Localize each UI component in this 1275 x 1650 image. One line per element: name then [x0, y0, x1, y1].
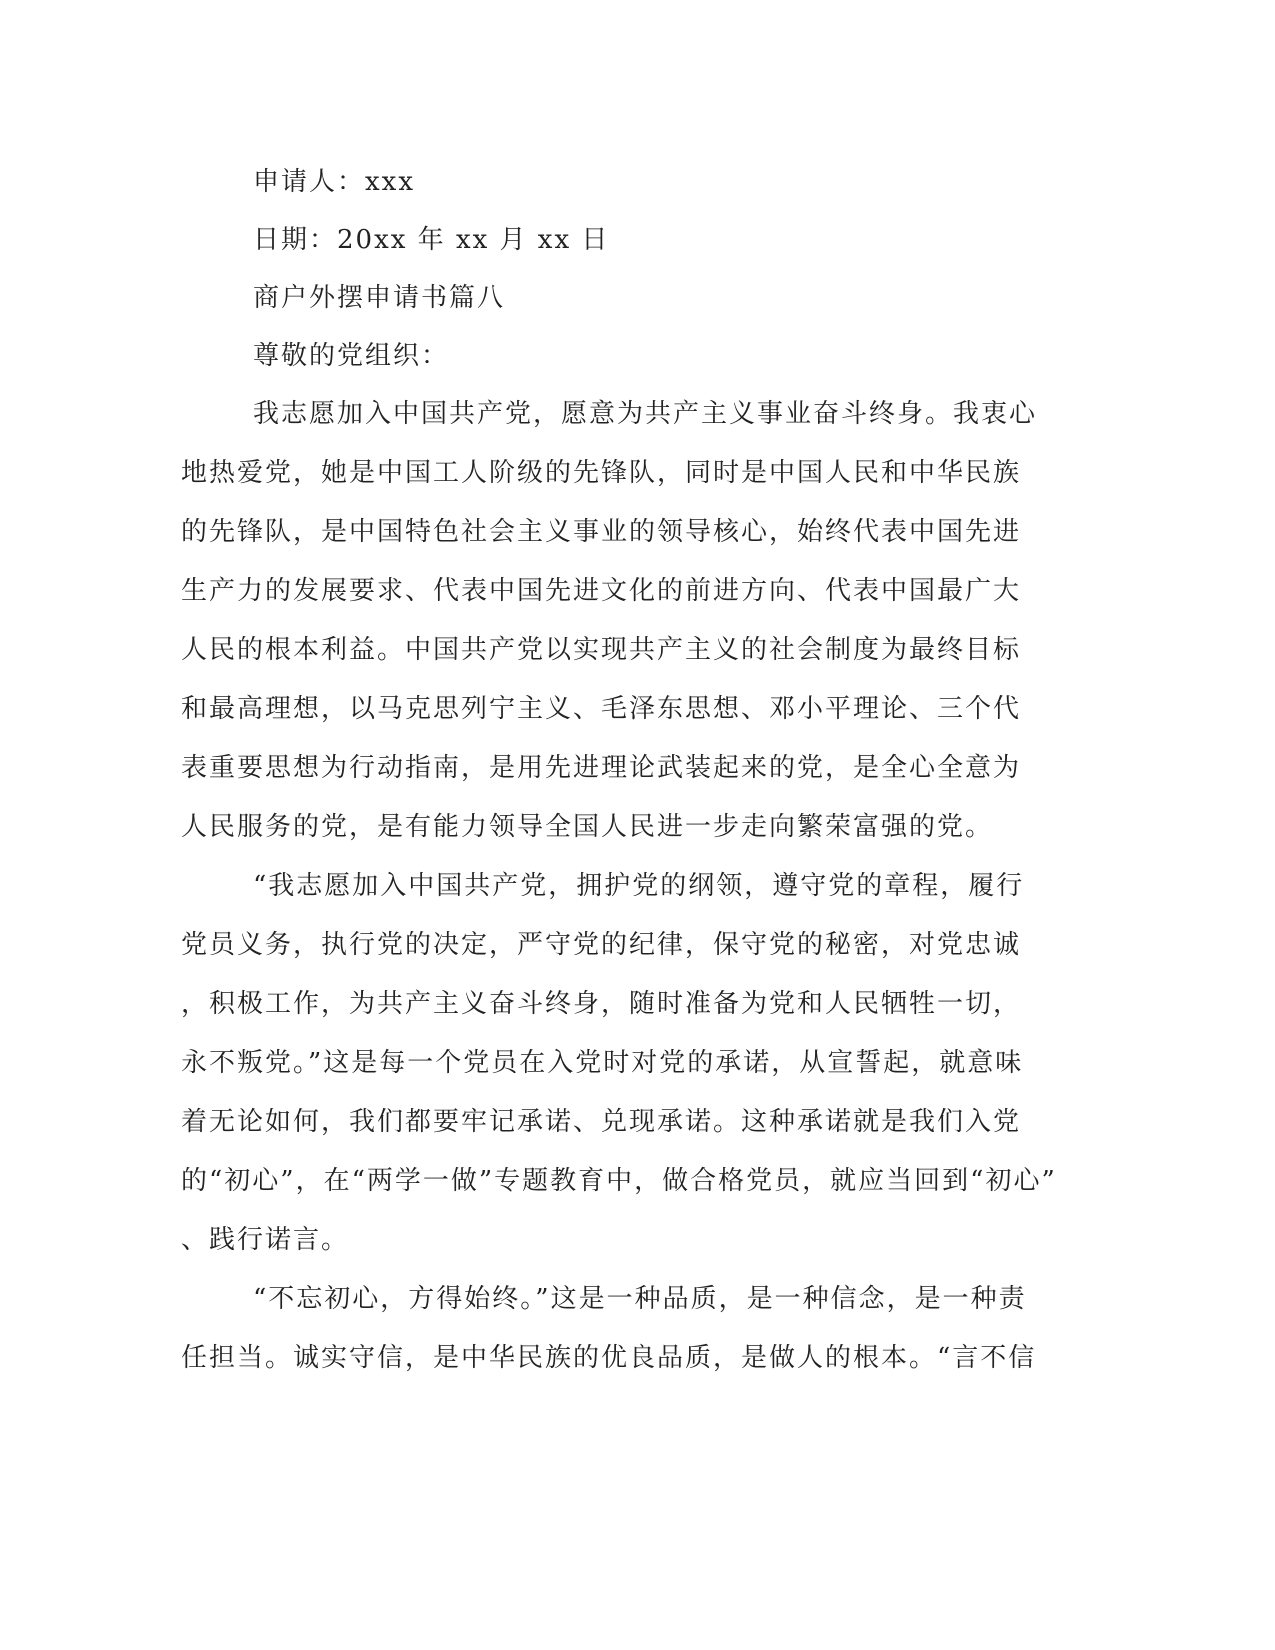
paragraph-line: 党员义务，执行党的决定，严守党的纪律，保守党的秘密，对党忠诚: [181, 930, 1022, 960]
paragraph-line: 着无论如何，我们都要牢记承诺、兑现承诺。这种承诺就是我们入党: [181, 1107, 1022, 1137]
paragraph-line: 的先锋队，是中国特色社会主义事业的领导核心，始终代表中国先进: [181, 517, 1022, 547]
applicant-line: 申请人：xxx: [253, 167, 415, 197]
paragraph-line: 任担当。诚实守信，是中华民族的优良品质，是做人的根本。“言不信: [181, 1343, 1037, 1373]
date-line: 日期：20xx 年 xx 月 xx 日: [253, 225, 610, 255]
paragraph-line: “不忘初心，方得始终。”这是一种品质，是一种信念，是一种责: [253, 1284, 1027, 1314]
paragraph-line: 地热爱党，她是中国工人阶级的先锋队，同时是中国人民和中华民族: [181, 458, 1022, 488]
paragraph-line: 生产力的发展要求、代表中国先进文化的前进方向、代表中国最广大: [181, 576, 1022, 606]
paragraph-line: 的“初心”，在“两学一做”专题教育中，做合格党员，就应当回到“初心”: [181, 1166, 1057, 1196]
paragraph-line: 人民的根本利益。中国共产党以实现共产主义的社会制度为最终目标: [181, 635, 1022, 665]
paragraph-line: 我志愿加入中国共产党，愿意为共产主义事业奋斗终身。我衷心: [253, 399, 1038, 429]
paragraph-line: “我志愿加入中国共产党，拥护党的纲领，遵守党的章程，履行: [253, 871, 1025, 901]
paragraph-line: ，积极工作，为共产主义奋斗终身，随时准备为党和人民牺牲一切，: [181, 989, 1022, 1019]
paragraph-line: 、践行诺言。: [181, 1225, 350, 1255]
paragraph-line: 人民服务的党，是有能力领导全国人民进一步走向繁荣富强的党。: [181, 812, 994, 842]
document-title: 商户外摆申请书篇八: [253, 283, 506, 313]
paragraph-line: 永不叛党。”这是每一个党员在入党时对党的承诺，从宣誓起，就意味: [181, 1048, 1024, 1078]
paragraph-line: 表重要思想为行动指南，是用先进理论武装起来的党，是全心全意为: [181, 753, 1022, 783]
paragraph-line: 和最高理想，以马克思列宁主义、毛泽东思想、邓小平理论、三个代: [181, 694, 1022, 724]
salutation: 尊敬的党组织：: [253, 341, 450, 371]
